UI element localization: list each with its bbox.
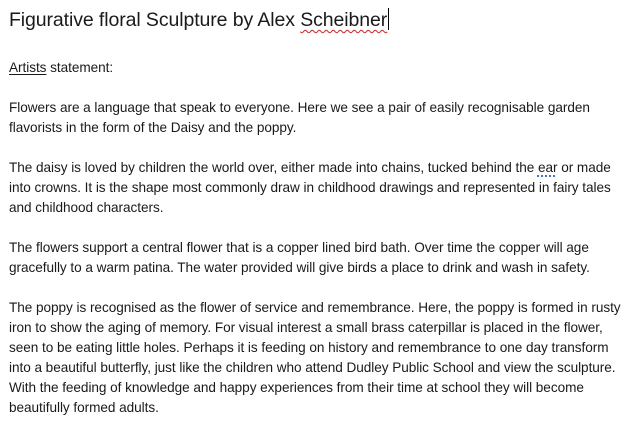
statement-label: Artists (9, 60, 47, 75)
paragraph-2-start: The daisy is loved by children the world over, either made into chains, tucked behind the (9, 160, 538, 175)
title-text: Figurative floral Sculpture by Alex (9, 9, 301, 31)
statement-suffix: statement: (46, 60, 114, 75)
paragraph-2-end: or made into crowns. It is the shape most commonly draw in childhood drawings and represented in fairy tales and childhood characters. (9, 160, 611, 215)
grammar-flag-ear[interactable]: ear (537, 160, 558, 175)
statement-heading (9, 58, 623, 78)
text-cursor (388, 8, 389, 30)
paragraph-2 (9, 158, 623, 218)
paragraph-4: The poppy is recognised as the flower of service and remembrance. Here, the poppy is formed in rusty iron to show the aging of memory. For visual interest a small brass caterpillar is placed in the flower, seen to be eating little holes. Perhaps it is feeding on history and remembrance to one day transform into a beautiful butterfly, just like the children who attend Dudley Public School and view the sculpture. With the feeding of knowledge and happy experiences from their time at school they will become beautifully formed adults. (9, 300, 621, 415)
paragraph-3: The flowers support a central flower that is a copper lined bird bath. Over time the copper will age gracefully to a warm patina. The water provided will give birds a place to drink and wash in safety. (9, 240, 590, 275)
document-title[interactable] (9, 7, 623, 33)
paragraph-1: Flowers are a language that speak to everyone. Here we see a pair of easily recognisable garden flavorists in the form of the Daisy and the poppy. (9, 100, 590, 135)
document-page[interactable] (9, 0, 623, 418)
title-name-misspelled[interactable]: Scheibner (300, 9, 388, 31)
